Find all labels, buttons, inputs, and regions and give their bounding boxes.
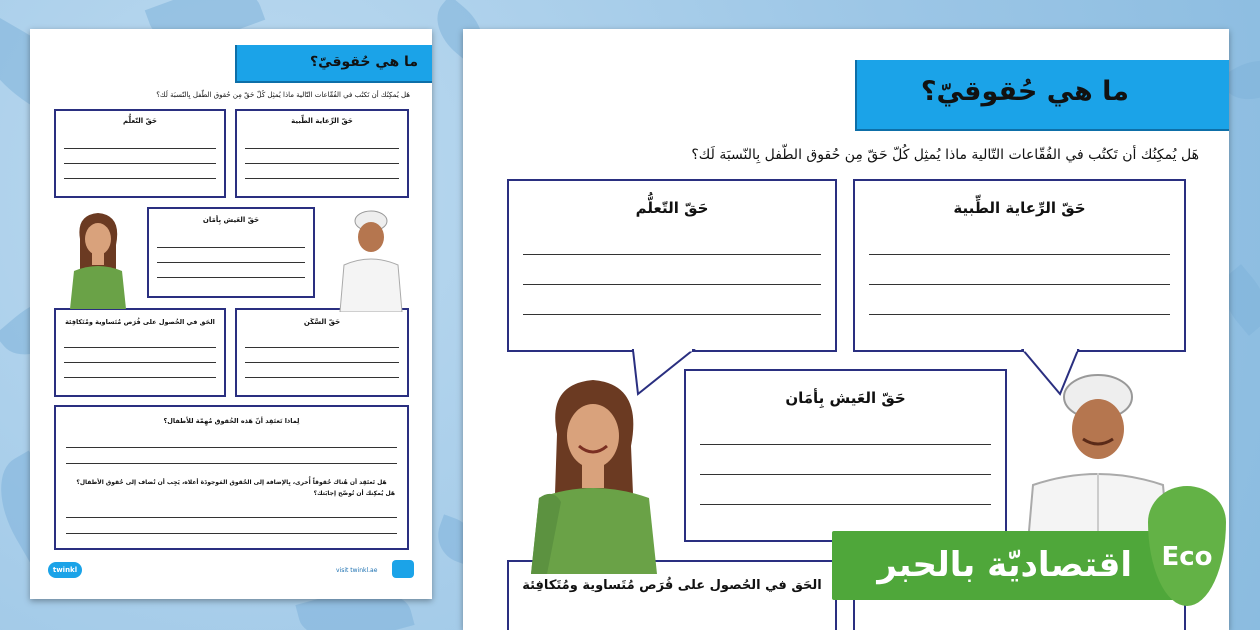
- boy-illustration: [336, 207, 406, 312]
- box-equal-opportunity-large: الحَق في الحُصول على فُرَص مُتَساوية ومُتَكافِئة: [507, 560, 837, 630]
- worksheet-thumbnail: [30, 29, 432, 599]
- eco-badge: Eco: [1161, 542, 1213, 572]
- footer-url: visit twinkl.ae: [336, 567, 378, 574]
- box-education-large: حَقّ التّعلُّم: [507, 179, 837, 352]
- twinkl-logo: twinkl: [48, 562, 82, 578]
- box-safety: حَقّ العَيش بِأمَان: [147, 207, 315, 298]
- box-education: حَقّ التّعلُّم: [54, 109, 226, 198]
- reflection-box: لِماذا تَعتَقِد أنّ هَذه الحُقوق مُهِمّة للأطفال؟ هَل تَعتَقِد أن هُناك حُقوقاً أُخرى، بِالإضافة إلى الحُقوق المَوجودَة أعلاه، يَجِب أن تُضاف إلى حُقوق الأطفال؟ هَل يُمكِنك أن تُوضّح إجابَتك؟: [54, 405, 409, 550]
- page-title-large: ما هي حُقوقيّ؟: [855, 60, 1229, 131]
- box-healthcare-large: حَقّ الرِّعاية الطِّبية: [853, 179, 1186, 352]
- page-title: ما هي حُقوقيّ؟: [235, 45, 432, 83]
- girl-illustration: [64, 209, 134, 309]
- box-healthcare: حَقّ الرِّعاية الطِّبية: [235, 109, 409, 198]
- instruction-text-large: هَل يُمكِنُك أن تَكتُب في الفُقّاعات التّالية ماذا يُمثِل كُلّ حَقّ مِن حُقوق الطّفل بِالنّسبَة لَك؟: [691, 147, 1199, 163]
- box-equal-opportunity: الحَق في الحُصول على فُرَص مُتَساوية ومُتَكافِئة: [54, 308, 226, 397]
- girl-illustration-large: [525, 374, 665, 574]
- instruction-text: هَل يُمكِنُك أن تَكتُب في الفُقّاعات التّالية ماذا يُمثِل كُلّ حَقّ مِن حُقوق الطّفل بِالنّسبَة لَك؟: [156, 91, 410, 99]
- footer-badge-icon: [392, 560, 414, 578]
- box-safety-large: حَقّ العَيش بِأمَان: [684, 369, 1007, 542]
- eco-watermark-banner: اقتصاديّة بالحبر: [832, 531, 1192, 600]
- box-housing: حَقّ السَّكَن: [235, 308, 409, 397]
